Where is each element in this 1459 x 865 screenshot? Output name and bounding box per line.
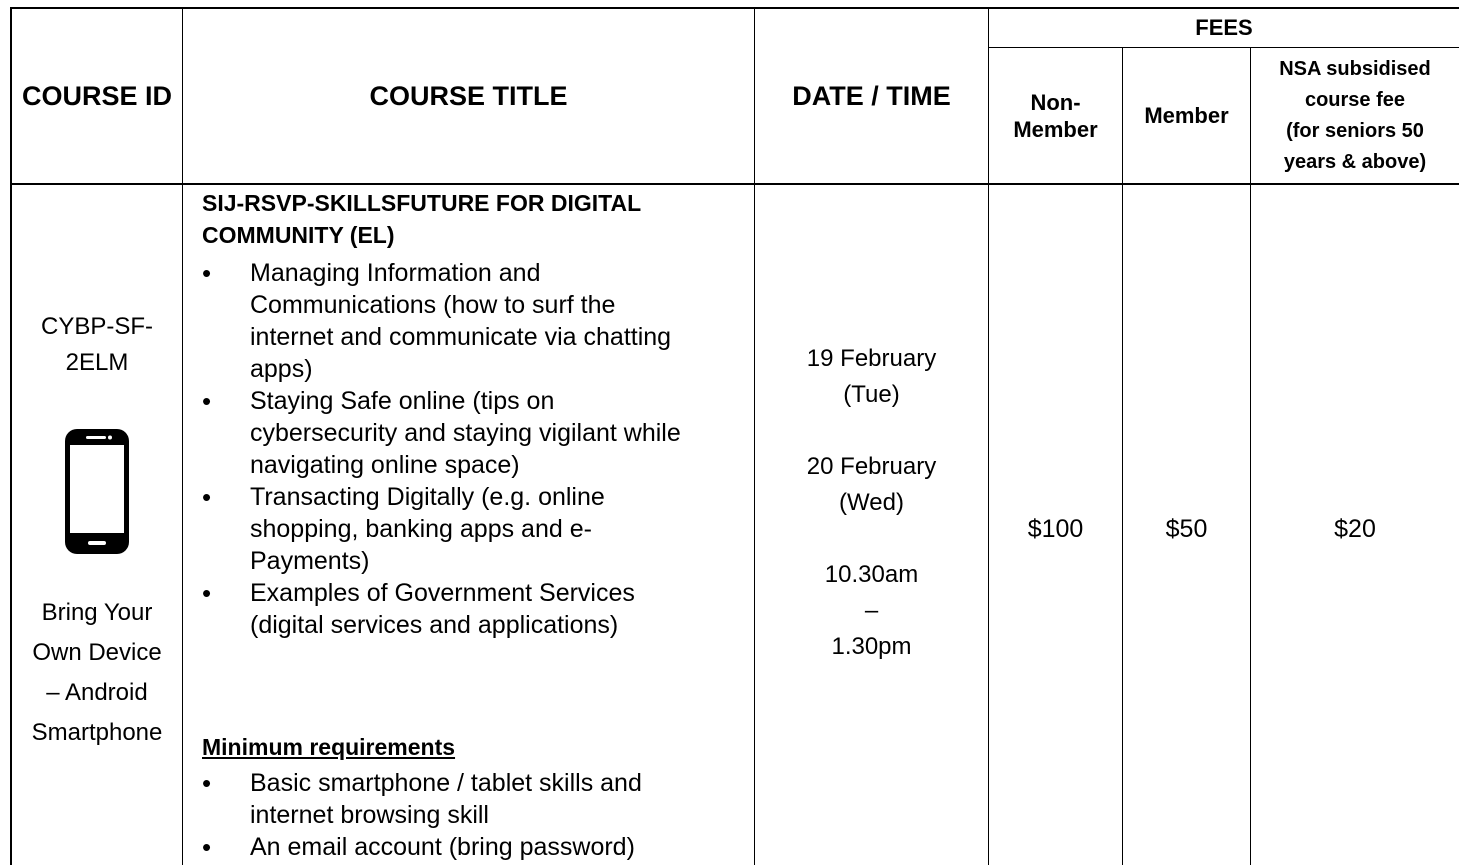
topic-item — [183, 577, 753, 641]
requirements-heading: Minimum requirements — [202, 734, 456, 760]
topic-text: Transacting Digitally (e.g. online shopping, banking apps and e- Payments) — [250, 483, 605, 575]
header-nsa-subsidised — [1251, 48, 1459, 183]
topic-text: Staying Safe online (tips on cybersecurity and staying vigilant while navigating online space) — [250, 387, 681, 479]
header-course-title — [183, 9, 754, 183]
header-course-id — [12, 9, 182, 183]
fee-nsa: $20 — [1334, 515, 1376, 543]
header-course-id-label: COURSE ID — [21, 80, 173, 111]
course-title-cell — [183, 185, 754, 865]
header-course-title-label: COURSE TITLE — [369, 80, 568, 111]
header-member-label: Member — [1144, 102, 1229, 128]
date-time: 19 February (Tue) 20 February (Wed) 10.30am – 1.30pm — [806, 345, 937, 660]
header-nsa-label: NSA subsidised course fee (for seniors 50 years & above) — [1279, 57, 1431, 173]
topics-list — [183, 257, 753, 641]
header-fees — [989, 9, 1459, 47]
date-time-cell — [755, 185, 988, 865]
fee-non-member: $100 — [1027, 515, 1084, 543]
course-id: CYBP-SF- 2ELM — [40, 313, 153, 376]
device-label: Bring Your Own Device – Android Smartphone — [31, 599, 163, 746]
topic-item — [183, 385, 753, 481]
fee-member-cell — [1123, 185, 1250, 865]
fee-member: $50 — [1165, 515, 1208, 543]
requirement-text: An email account (bring password) — [250, 833, 635, 861]
smartphone-icon — [64, 428, 130, 555]
topic-text: Examples of Government Services (digital services and applications) — [250, 579, 635, 639]
requirements-list — [183, 767, 753, 863]
course-title: SIJ-RSVP-SKILLSFUTURE FOR DIGITAL COMMUNITY (EL) — [202, 190, 642, 248]
header-date-time — [755, 9, 988, 183]
requirement-item — [183, 767, 753, 831]
requirement-item — [183, 831, 753, 863]
requirement-text: Basic smartphone / tablet skills and internet browsing skill — [250, 769, 642, 829]
topic-text: Managing Information and Communications (how to surf the internet and communicate via chatting apps) — [250, 259, 672, 383]
header-non-member-label: Non- Member — [1013, 89, 1098, 142]
header-date-time-label: DATE / TIME — [792, 80, 951, 111]
header-member — [1123, 48, 1250, 183]
header-non-member — [989, 48, 1122, 183]
fee-non-member-cell — [989, 185, 1122, 865]
header-fees-label: FEES — [1195, 15, 1253, 40]
fee-nsa-cell — [1251, 185, 1459, 865]
topic-item — [183, 481, 753, 577]
course-id-cell — [12, 185, 182, 865]
topic-item — [183, 257, 753, 385]
